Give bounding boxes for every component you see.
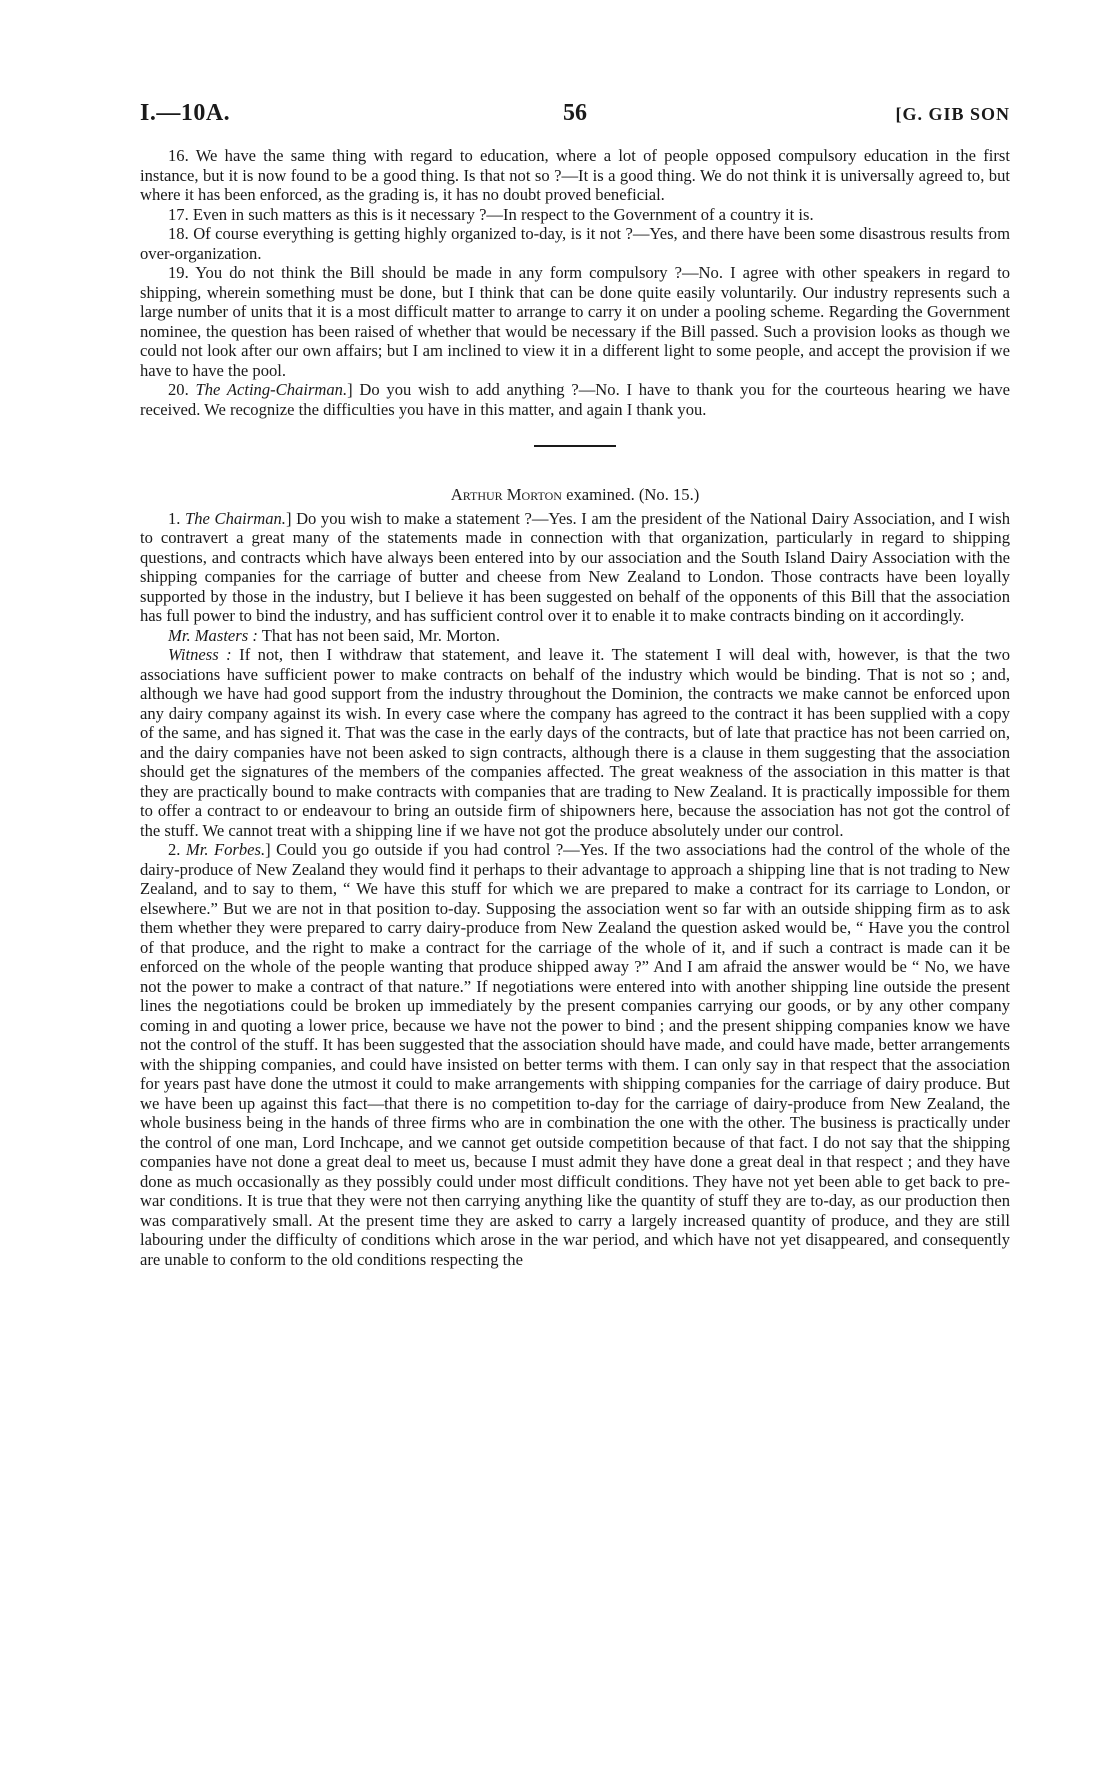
question-17: 17. Even in such matters as this is it necessary ?—In respect to the Government of a country it is. xyxy=(168,204,814,224)
interjection-masters: Mr. Masters : That has not been said, Mr. Morton. xyxy=(168,625,501,645)
section-divider xyxy=(534,445,616,447)
question-18: 18. Of course everything is getting highly organized to-day, is it not ?—Yes, and there have been some disastrous results from over-organization. xyxy=(140,224,1010,263)
question-19: 19. You do not think the Bill should be made in any form compulsory ?—No. I agree with other speakers in regard to shipping, wherein something must be done, but I think that can be done quite easily voluntarily. Our industry represents such a large number of units that it is a most difficult matter to arrange to carry it on under a pooling scheme. Regarding the Government nominee, the question has been raised of whether that would be necessary if the Bill passed. Such a provision looks as though we could not look after our own affairs; but I am inclined to view it in a different light to some people, and accept the provision if we have to have the pool. xyxy=(140,263,1011,380)
witness-name: Arthur Morton xyxy=(450,485,562,504)
question-2: 2. Mr. Forbes.] Could you go outside if you had control ?—Yes. If the two associations had the control of the whole of the dairy-produce of New Zealand they would find it perhaps to their advantage to approach a shipping line that is not trading to New Zealand, and to say to them, “ We have this stuff for which we are prepared to make a contract for its carriage to London, or elsewhere.” But we are not in that position to-day. Supposing the association went so far with an outside shipping firm as to ask them whether they were prepared to carry dairy-produce from New Zealand the question asked would be, “ Have you the control of that produce, and the right to make a contract for the carriage of the whole of it, and if such a contract is made can it be enforced on the whole of the people wanting that produce shipped away ?” And I am afraid the answer would be “ No, we have not the power to make a contract of that nature.” If negotiations were entered into with another shipping line outside the present lines the negotiations could be broken up immediately by the present companies carrying our goods, or by any other company coming in and quoting a lower price, because we have not the power to bind ; and the present shipping companies know we have not the control of the stuff. It has been suggested that the association should have made, and could have made, better arrangements with the shipping companies, and could have insisted on better terms with them. I can only say in that respect that the association for years past have done the utmost it could to make arrangements with shipping companies for the carriage of dairy produce. But we have been up against this fact—that there is no competition to-day for the carriage of dairy-produce from New Zealand, the whole business being in the hands of three firms who are in combination the one with the other. The business is practically under the control of one man, Lord Inchcape, and we cannot get outside competition because of that fact. I do not say that the shipping companies have not done a great deal to meet us, because I must admit they have done a great deal in that respect ; and they have done as much occasionally as they possibly could under most difficult conditions. They have not yet been able to get back to pre-war conditions. It is true that they were not then carrying anything like the quantity of stuff they are to-day, as our production then was comparatively small. At the present time they are asked to carry a largely increased quantity of produce, and they are still labouring under the difficulty of conditions which arose in the war period, and which have not yet disappeared, and consequently are unable to conform to the old conditions respecting the xyxy=(140,840,1011,1269)
question-16: 16. We have the same thing with regard to education, where a lot of people opposed compulsory education in the first instance, but it is now found to be a good thing. Is that not so ?—It is a good thing. We do not think it is universally agreed to, but where it has been enforced, as the grading is, it has no doubt proved beneficial. xyxy=(140,146,1010,204)
witness-statement: Witness : If not, then I withdraw that statement, and leave it. The statement I will deal with, however, is that the two associations have sufficient power to make contracts on behalf of the industry which would be binding. That is not so ; and, although we have had good support from the industry throughout the Dominion, the contracts we make cannot be enforced upon any dairy company against its wish. In every case where the company has agreed to the contract it has been supplied with a copy of the same, and has signed it. That was the case in the early days of the contracts, but of late that practice has not been carried on, and the dairy companies have not been asked to sign contracts, although there is a clause in them suggesting that the association should get the signatures of the members of the companies affected. The great weakness of the association in this matter is that they are practically bound to make contracts with companies that are trading to New Zealand. It is practically impossible for them to offer a contract to or endeavour to bring an outside firm of shipowners here, because the association has not got the control of the stuff. We cannot treat with a shipping line if we have not got the produce absolutely under our control. xyxy=(140,645,1010,840)
paper-reference: I.—10A. xyxy=(140,100,231,126)
morton-evidence xyxy=(140,509,1010,1270)
gibson-evidence xyxy=(140,146,1010,419)
witness-running-title: [G. GIB SON xyxy=(895,104,1010,124)
section-heading: Arthur Morton examined. (No. 15.) xyxy=(450,485,700,504)
running-head xyxy=(140,100,1010,146)
page-number: 56 xyxy=(563,100,587,126)
question-20: 20. The Acting-Chairman.] Do you wish to add anything ?—No. I have to thank you for the courteous hearing we have received. We recognize the difficulties you have in this matter, and again I thank you. xyxy=(140,380,1011,419)
question-1: 1. The Chairman.] Do you wish to make a statement ?—Yes. I am the president of the National Dairy Association, and I wish to contravert a great many of the statements made in connection with that organization, particularly in regard to shipping questions, and contracts which have always been entered into by our association and the South Island Dairy Association with the shipping companies for the carriage of butter and cheese from New Zealand to London. Those contracts have been loyally supported by those in the industry, but I believe it has been suggested on behalf of the opponents of this Bill that the association has full power to bind the industry, and has sufficient control over it to enable it to make contracts binding on it accordingly. xyxy=(140,508,1011,625)
document-page xyxy=(140,100,1010,1269)
